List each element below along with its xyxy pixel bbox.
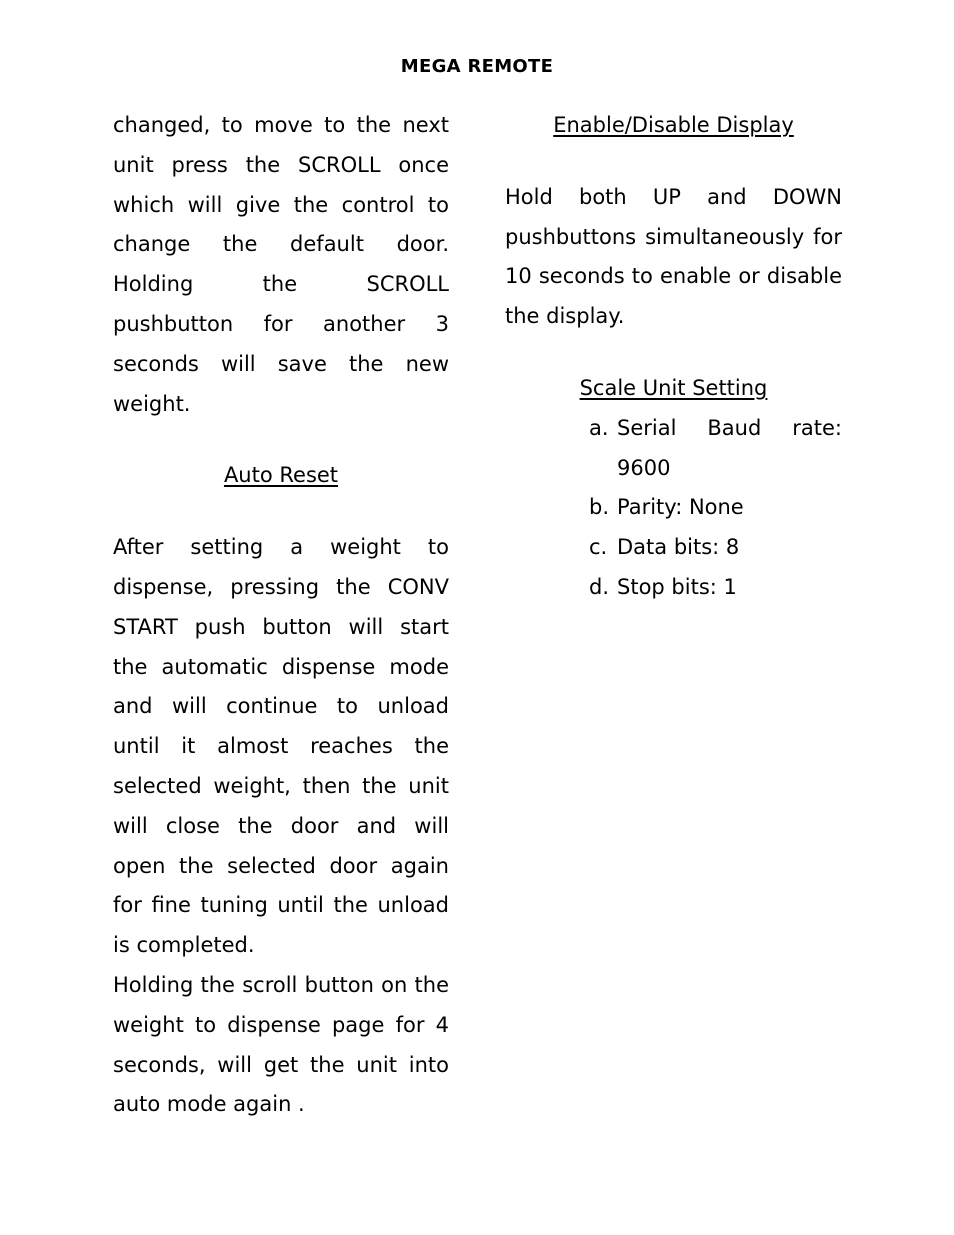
page-header-title: MEGA REMOTE [400,56,554,77]
display-paragraph: Hold both UP and DOWN pushbuttons simultaneously for 10 seconds to enable or disable the display. [505,184,842,329]
list-marker: d. [589,574,610,599]
right-column [505,106,842,608]
auto-reset-heading: Auto Reset [223,463,339,488]
list-marker: b. [589,495,610,520]
intro-paragraph: changed, to move to the next unit press the SCROLL once which will give the control to change the default door. Holding the SCROLL pushbutton for another 3 seconds will save the new weight. [113,113,449,416]
list-marker: c. [589,535,608,560]
list-item-data-bits [589,528,842,568]
scale-unit-heading: Scale Unit Setting [579,375,768,400]
list-item-text: Parity: None [617,495,744,520]
display-heading: Enable/Disable Display [553,113,794,137]
list-item-text: Serial Baud rate: 9600 [617,415,842,480]
list-item-parity [589,488,842,528]
list-item-text: Data bits: 8 [617,535,740,560]
scale-unit-settings-list [589,409,842,608]
auto-reset-paragraph: After setting a weight to dispense, pressing the CONV START push button will start the automatic dispense mode and will continue to unload until it almost reaches the selected weight, then the unit will close the door and will open the selected door again for fine tuning until the unload is completed. [113,535,449,958]
list-item-stop-bits [589,568,842,608]
left-column [113,106,449,1125]
auto-mode-paragraph: Holding the scroll button on the weight to dispense page for 4 seconds, will get the unit into auto mode again . [113,972,449,1117]
list-marker: a. [589,415,609,440]
list-item-text: Stop bits: 1 [617,574,737,599]
list-item-baud-rate [589,409,842,489]
